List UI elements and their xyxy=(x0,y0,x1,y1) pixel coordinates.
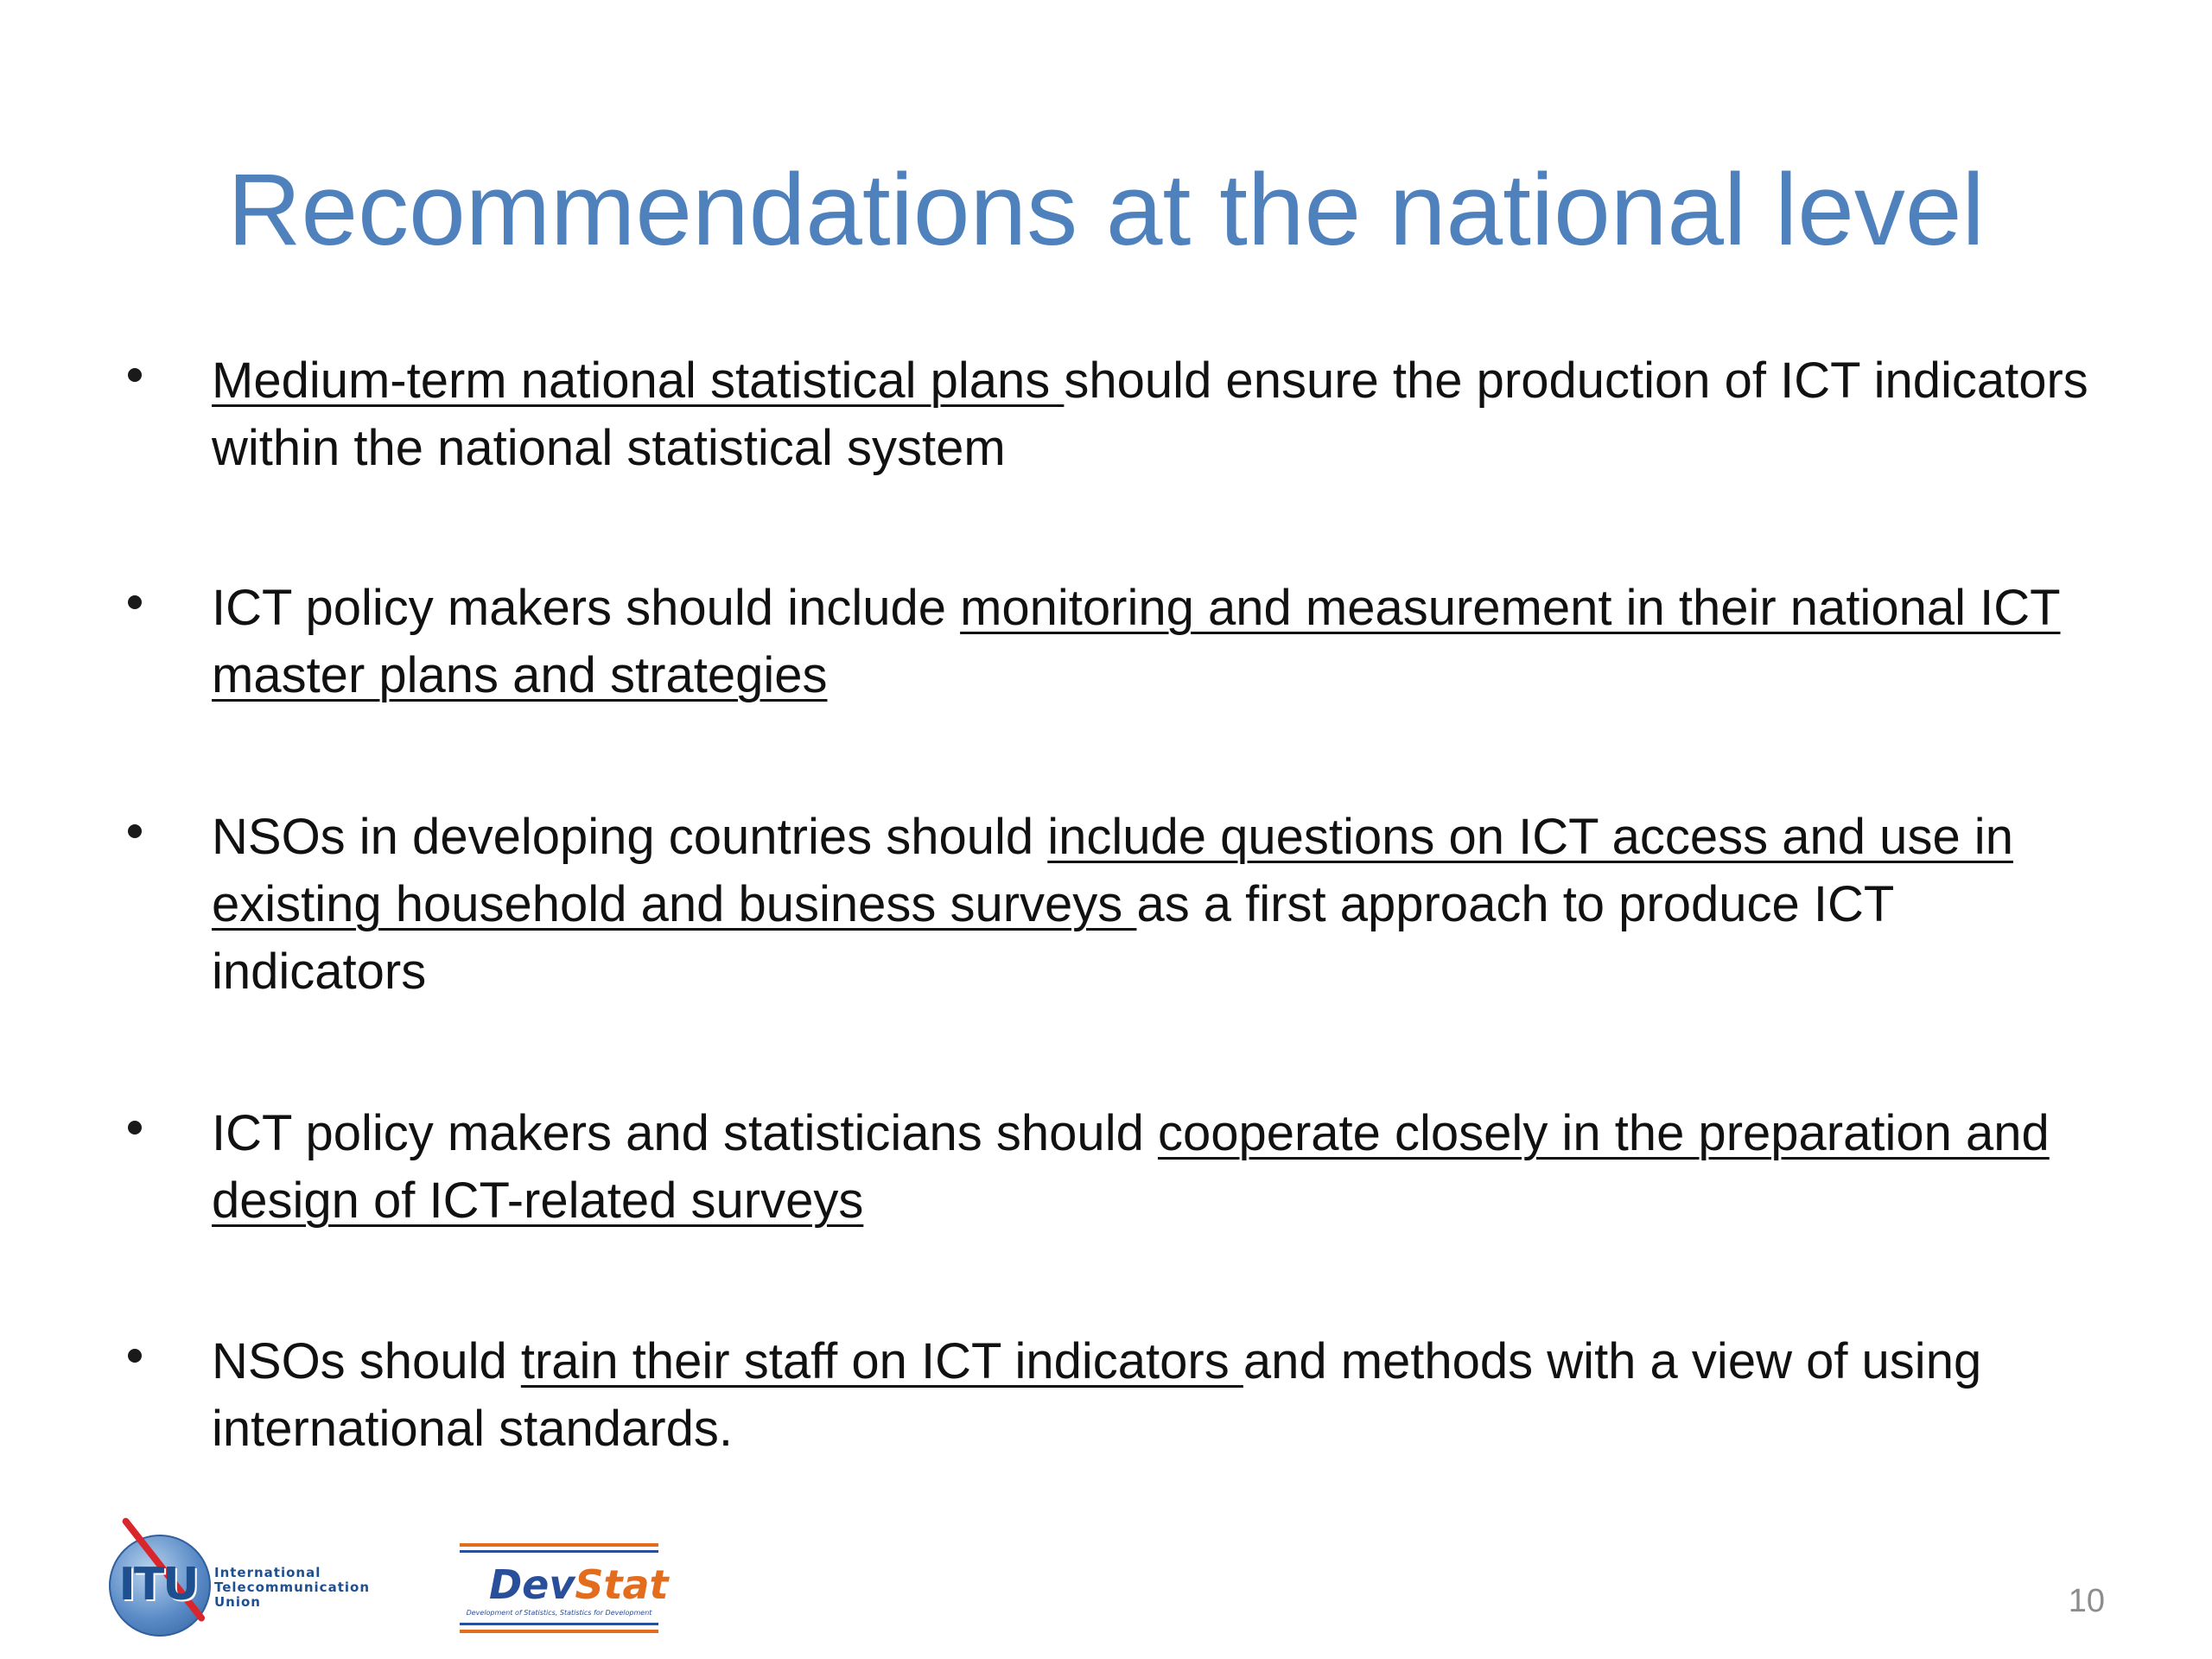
underlined-phrase: monitoring and measurement in their national ICT master plans and strategies xyxy=(212,580,2061,703)
itu-wordmark-line: International xyxy=(214,1565,321,1580)
devstat-dev: Dev xyxy=(489,1561,575,1608)
slide-title: Recommendations at the national level xyxy=(227,153,1985,267)
underlined-phrase: Medium-term national statistical plans xyxy=(212,353,1065,409)
bullet-dot-icon xyxy=(128,1121,142,1135)
bullet-dot-icon xyxy=(128,595,142,609)
devstat-logo xyxy=(460,1543,669,1638)
bullet-dot-icon xyxy=(128,824,142,838)
divider xyxy=(460,1623,658,1625)
page-number: 10 xyxy=(2068,1583,2105,1619)
itu-letters: ITU xyxy=(118,1559,198,1611)
plain-phrase: NSOs should xyxy=(212,1333,521,1389)
bullet-text xyxy=(212,347,2095,482)
plain-phrase: and methods with a view of using international standards. xyxy=(212,1333,1982,1457)
bullet-text xyxy=(212,575,2095,709)
itu-wordmark xyxy=(214,1566,370,1610)
divider xyxy=(460,1630,658,1633)
divider xyxy=(460,1543,658,1547)
itu-wordmark-line: Union xyxy=(214,1594,261,1610)
devstat-tagline: Development of Statistics, Statistics for Development xyxy=(466,1609,652,1617)
bullet-text xyxy=(212,1100,2095,1235)
plain-phrase: as a first approach to produce ICT indicators xyxy=(212,876,1894,1000)
plain-phrase: ICT policy makers and statisticians should xyxy=(212,1105,1158,1161)
bullet-text xyxy=(212,804,2095,1006)
underlined-phrase: cooperate closely in the preparation and design of ICT-related surveys xyxy=(212,1105,2050,1229)
plain-phrase: ICT policy makers should include xyxy=(212,580,961,636)
underlined-phrase: train their staff on ICT indicators xyxy=(520,1333,1243,1389)
bullet-text xyxy=(212,1328,2095,1463)
divider xyxy=(460,1550,658,1553)
devstat-wordmark xyxy=(489,1560,669,1609)
underlined-phrase: include questions on ICT access and use in existing household and business surveys xyxy=(212,809,2013,932)
plain-phrase: should ensure the production of ICT indicators within the national statistical system xyxy=(212,353,2088,476)
bullet-dot-icon xyxy=(128,368,142,382)
devstat-stat: Stat xyxy=(575,1561,669,1608)
itu-logo xyxy=(104,1514,406,1643)
bullet-dot-icon xyxy=(128,1349,142,1363)
plain-phrase: NSOs in developing countries should xyxy=(212,809,1048,865)
itu-wordmark-line: Telecommunication xyxy=(214,1580,370,1595)
